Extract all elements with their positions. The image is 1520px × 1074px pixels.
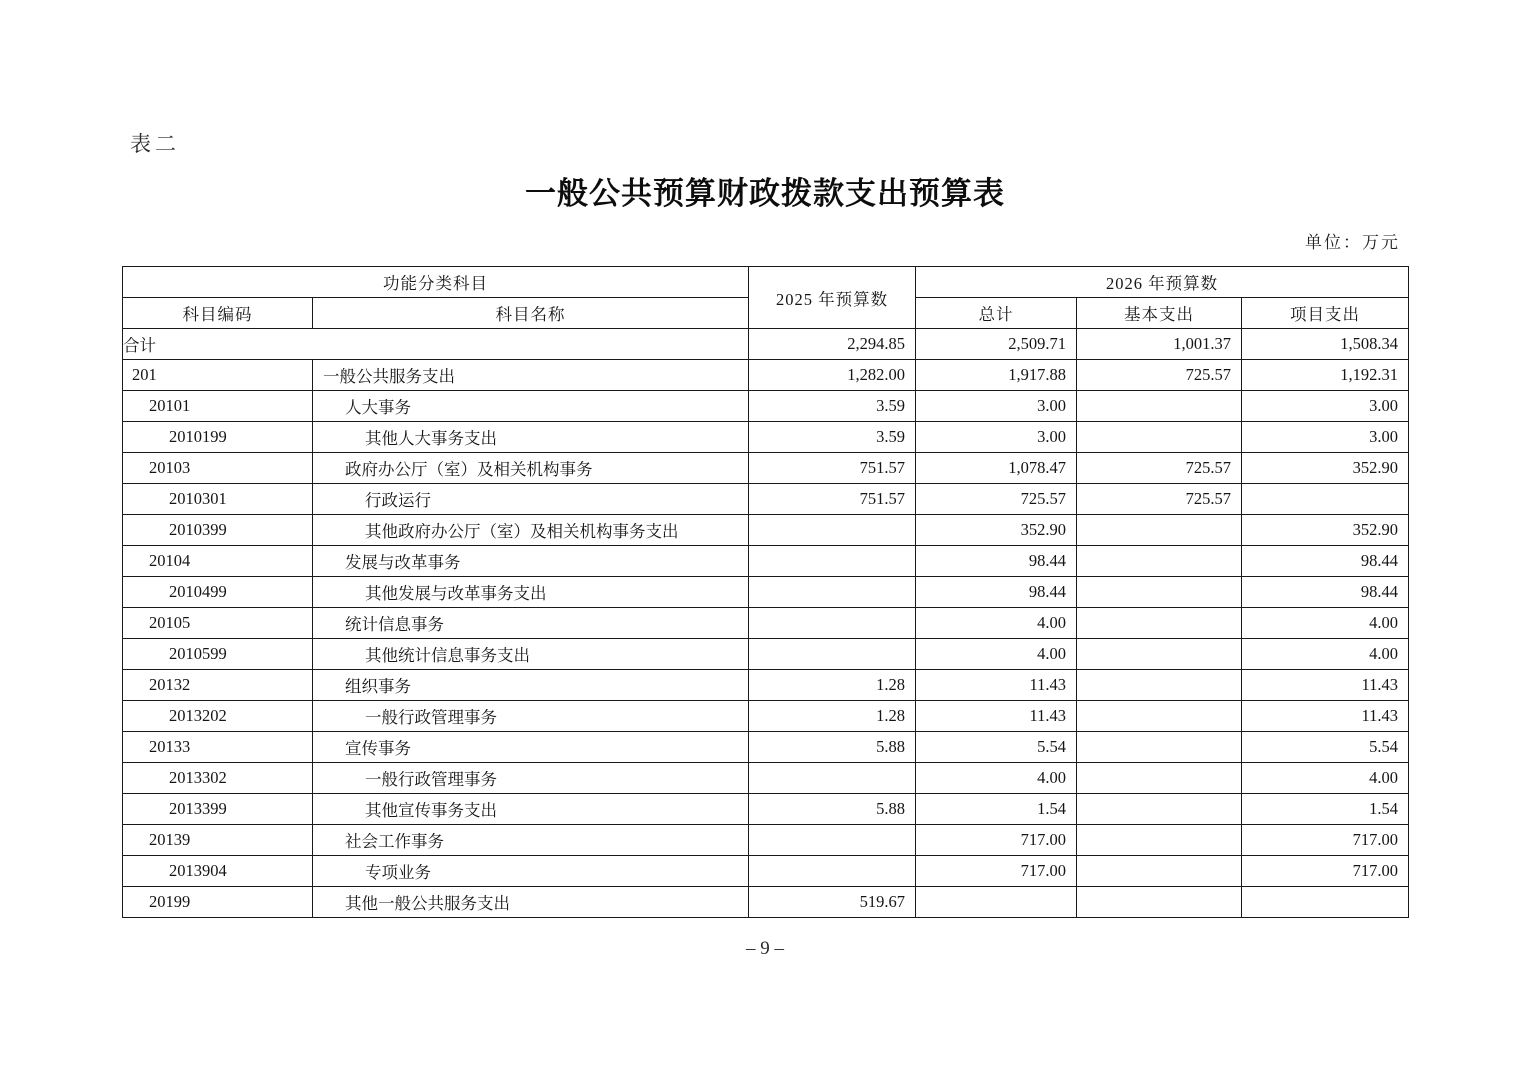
subject-code-cell: 201 <box>123 360 313 391</box>
total-2026-cell: 11.43 <box>916 701 1077 732</box>
project-expense-cell: 717.00 <box>1242 856 1409 887</box>
basic-expense-cell <box>1077 794 1242 825</box>
basic-expense-cell <box>1077 856 1242 887</box>
project-expense-cell <box>1242 887 1409 918</box>
page-number: – 9 – <box>746 938 784 959</box>
subject-name-cell: 其他统计信息事务支出 <box>313 639 749 670</box>
budget-2025-cell <box>749 608 916 639</box>
basic-expense-cell: 725.57 <box>1077 360 1242 391</box>
subject-name-cell: 其他宣传事务支出 <box>313 794 749 825</box>
project-expense-cell: 11.43 <box>1242 701 1409 732</box>
budget-2025-cell: 751.57 <box>749 453 916 484</box>
budget-2025-cell <box>749 577 916 608</box>
table-row <box>123 422 1409 453</box>
table-row <box>123 794 1409 825</box>
project-expense-cell <box>1242 484 1409 515</box>
header-subject-name: 科目名称 <box>313 298 749 329</box>
project-expense-cell: 717.00 <box>1242 825 1409 856</box>
subject-name-cell: 组织事务 <box>313 670 749 701</box>
table-row <box>123 825 1409 856</box>
table-row <box>123 639 1409 670</box>
budget-2025-cell: 5.88 <box>749 794 916 825</box>
basic-expense-cell <box>1077 546 1242 577</box>
table-row <box>123 484 1409 515</box>
subject-name-cell: 合计 <box>123 329 749 360</box>
subject-name-cell: 一般公共服务支出 <box>313 360 749 391</box>
budget-2025-cell: 1,282.00 <box>749 360 916 391</box>
budget-2025-cell <box>749 639 916 670</box>
budget-2025-cell: 5.88 <box>749 732 916 763</box>
table-body <box>123 329 1409 918</box>
total-2026-cell: 4.00 <box>916 639 1077 670</box>
project-expense-cell: 3.00 <box>1242 391 1409 422</box>
subject-name-cell: 统计信息事务 <box>313 608 749 639</box>
subject-code-cell: 2013399 <box>123 794 313 825</box>
budget-2025-cell <box>749 825 916 856</box>
subject-code-cell: 20105 <box>123 608 313 639</box>
budget-2025-cell: 1.28 <box>749 670 916 701</box>
basic-expense-cell <box>1077 825 1242 856</box>
basic-expense-cell <box>1077 639 1242 670</box>
header-total-2026: 总计 <box>916 298 1077 329</box>
budget-2025-cell: 3.59 <box>749 422 916 453</box>
table-row <box>123 701 1409 732</box>
basic-expense-cell <box>1077 515 1242 546</box>
budget-2025-cell <box>749 763 916 794</box>
project-expense-cell: 1,508.34 <box>1242 329 1409 360</box>
subject-name-cell: 行政运行 <box>313 484 749 515</box>
budget-2025-cell <box>749 856 916 887</box>
budget-2025-cell: 519.67 <box>749 887 916 918</box>
header-basic-expense: 基本支出 <box>1077 298 1242 329</box>
project-expense-cell: 1,192.31 <box>1242 360 1409 391</box>
project-expense-cell: 5.54 <box>1242 732 1409 763</box>
total-2026-cell: 725.57 <box>916 484 1077 515</box>
header-project-expense: 项目支出 <box>1242 298 1409 329</box>
header-subject-code: 科目编码 <box>123 298 313 329</box>
project-expense-cell: 98.44 <box>1242 546 1409 577</box>
basic-expense-cell <box>1077 391 1242 422</box>
table-row <box>123 732 1409 763</box>
subject-name-cell: 人大事务 <box>313 391 749 422</box>
subject-code-cell: 2010301 <box>123 484 313 515</box>
subject-code-cell: 2010399 <box>123 515 313 546</box>
total-2026-cell: 11.43 <box>916 670 1077 701</box>
total-2026-cell: 1.54 <box>916 794 1077 825</box>
basic-expense-cell <box>1077 670 1242 701</box>
subject-name-cell: 其他人大事务支出 <box>313 422 749 453</box>
basic-expense-cell: 1,001.37 <box>1077 329 1242 360</box>
project-expense-cell: 3.00 <box>1242 422 1409 453</box>
subject-code-cell: 2013202 <box>123 701 313 732</box>
subject-name-cell: 其他发展与改革事务支出 <box>313 577 749 608</box>
budget-2025-cell: 2,294.85 <box>749 329 916 360</box>
table-row <box>123 360 1409 391</box>
subject-code-cell: 20104 <box>123 546 313 577</box>
basic-expense-cell <box>1077 701 1242 732</box>
budget-table <box>122 266 1409 918</box>
budget-2025-cell: 751.57 <box>749 484 916 515</box>
subject-code-cell: 2010599 <box>123 639 313 670</box>
total-2026-cell <box>916 887 1077 918</box>
subject-code-cell: 20101 <box>123 391 313 422</box>
subject-name-cell: 其他政府办公厅（室）及相关机构事务支出 <box>313 515 749 546</box>
total-2026-cell: 717.00 <box>916 825 1077 856</box>
subject-name-cell: 政府办公厅（室）及相关机构事务 <box>313 453 749 484</box>
basic-expense-cell: 725.57 <box>1077 453 1242 484</box>
unit-note: 单位：万元 <box>1305 233 1400 252</box>
basic-expense-cell <box>1077 577 1242 608</box>
total-2026-cell: 1,917.88 <box>916 360 1077 391</box>
project-expense-cell: 4.00 <box>1242 639 1409 670</box>
page-title: 一般公共预算财政拨款支出预算表 <box>525 176 1005 211</box>
table-row <box>123 670 1409 701</box>
table-row <box>123 546 1409 577</box>
project-expense-cell: 4.00 <box>1242 608 1409 639</box>
table-label: 表二 <box>130 132 180 156</box>
subject-name-cell: 一般行政管理事务 <box>313 701 749 732</box>
subject-code-cell: 2013904 <box>123 856 313 887</box>
total-2026-cell: 98.44 <box>916 546 1077 577</box>
header-row-1 <box>123 267 1409 298</box>
subject-name-cell: 专项业务 <box>313 856 749 887</box>
table-row <box>123 391 1409 422</box>
table-row <box>123 608 1409 639</box>
subject-name-cell: 社会工作事务 <box>313 825 749 856</box>
subject-code-cell: 20132 <box>123 670 313 701</box>
total-2026-cell: 1,078.47 <box>916 453 1077 484</box>
project-expense-cell: 11.43 <box>1242 670 1409 701</box>
budget-2025-cell: 3.59 <box>749 391 916 422</box>
basic-expense-cell <box>1077 608 1242 639</box>
table-row <box>123 577 1409 608</box>
subject-code-cell: 2013302 <box>123 763 313 794</box>
total-2026-cell: 3.00 <box>916 391 1077 422</box>
budget-2025-cell <box>749 515 916 546</box>
table-row <box>123 515 1409 546</box>
subject-name-cell: 其他一般公共服务支出 <box>313 887 749 918</box>
project-expense-cell: 1.54 <box>1242 794 1409 825</box>
project-expense-cell: 352.90 <box>1242 453 1409 484</box>
header-func-group: 功能分类科目 <box>123 267 749 298</box>
basic-expense-cell <box>1077 887 1242 918</box>
project-expense-cell: 352.90 <box>1242 515 1409 546</box>
total-2026-cell: 2,509.71 <box>916 329 1077 360</box>
basic-expense-cell <box>1077 763 1242 794</box>
table-row <box>123 329 1409 360</box>
project-expense-cell: 98.44 <box>1242 577 1409 608</box>
total-2026-cell: 717.00 <box>916 856 1077 887</box>
total-2026-cell: 3.00 <box>916 422 1077 453</box>
budget-2025-cell: 1.28 <box>749 701 916 732</box>
total-2026-cell: 98.44 <box>916 577 1077 608</box>
subject-code-cell: 20139 <box>123 825 313 856</box>
header-budget-2025: 2025 年预算数 <box>749 267 916 329</box>
subject-code-cell: 2010499 <box>123 577 313 608</box>
total-2026-cell: 4.00 <box>916 763 1077 794</box>
subject-code-cell: 20199 <box>123 887 313 918</box>
basic-expense-cell <box>1077 422 1242 453</box>
subject-code-cell: 20103 <box>123 453 313 484</box>
budget-2025-cell <box>749 546 916 577</box>
table-row <box>123 763 1409 794</box>
header-budget-2026-group: 2026 年预算数 <box>916 267 1409 298</box>
subject-name-cell: 一般行政管理事务 <box>313 763 749 794</box>
subject-name-cell: 发展与改革事务 <box>313 546 749 577</box>
subject-code-cell: 2010199 <box>123 422 313 453</box>
table-row <box>123 856 1409 887</box>
project-expense-cell: 4.00 <box>1242 763 1409 794</box>
table-row <box>123 887 1409 918</box>
total-2026-cell: 4.00 <box>916 608 1077 639</box>
basic-expense-cell <box>1077 732 1242 763</box>
table-row <box>123 453 1409 484</box>
total-2026-cell: 5.54 <box>916 732 1077 763</box>
basic-expense-cell: 725.57 <box>1077 484 1242 515</box>
subject-name-cell: 宣传事务 <box>313 732 749 763</box>
table-header <box>123 267 1409 329</box>
total-2026-cell: 352.90 <box>916 515 1077 546</box>
subject-code-cell: 20133 <box>123 732 313 763</box>
